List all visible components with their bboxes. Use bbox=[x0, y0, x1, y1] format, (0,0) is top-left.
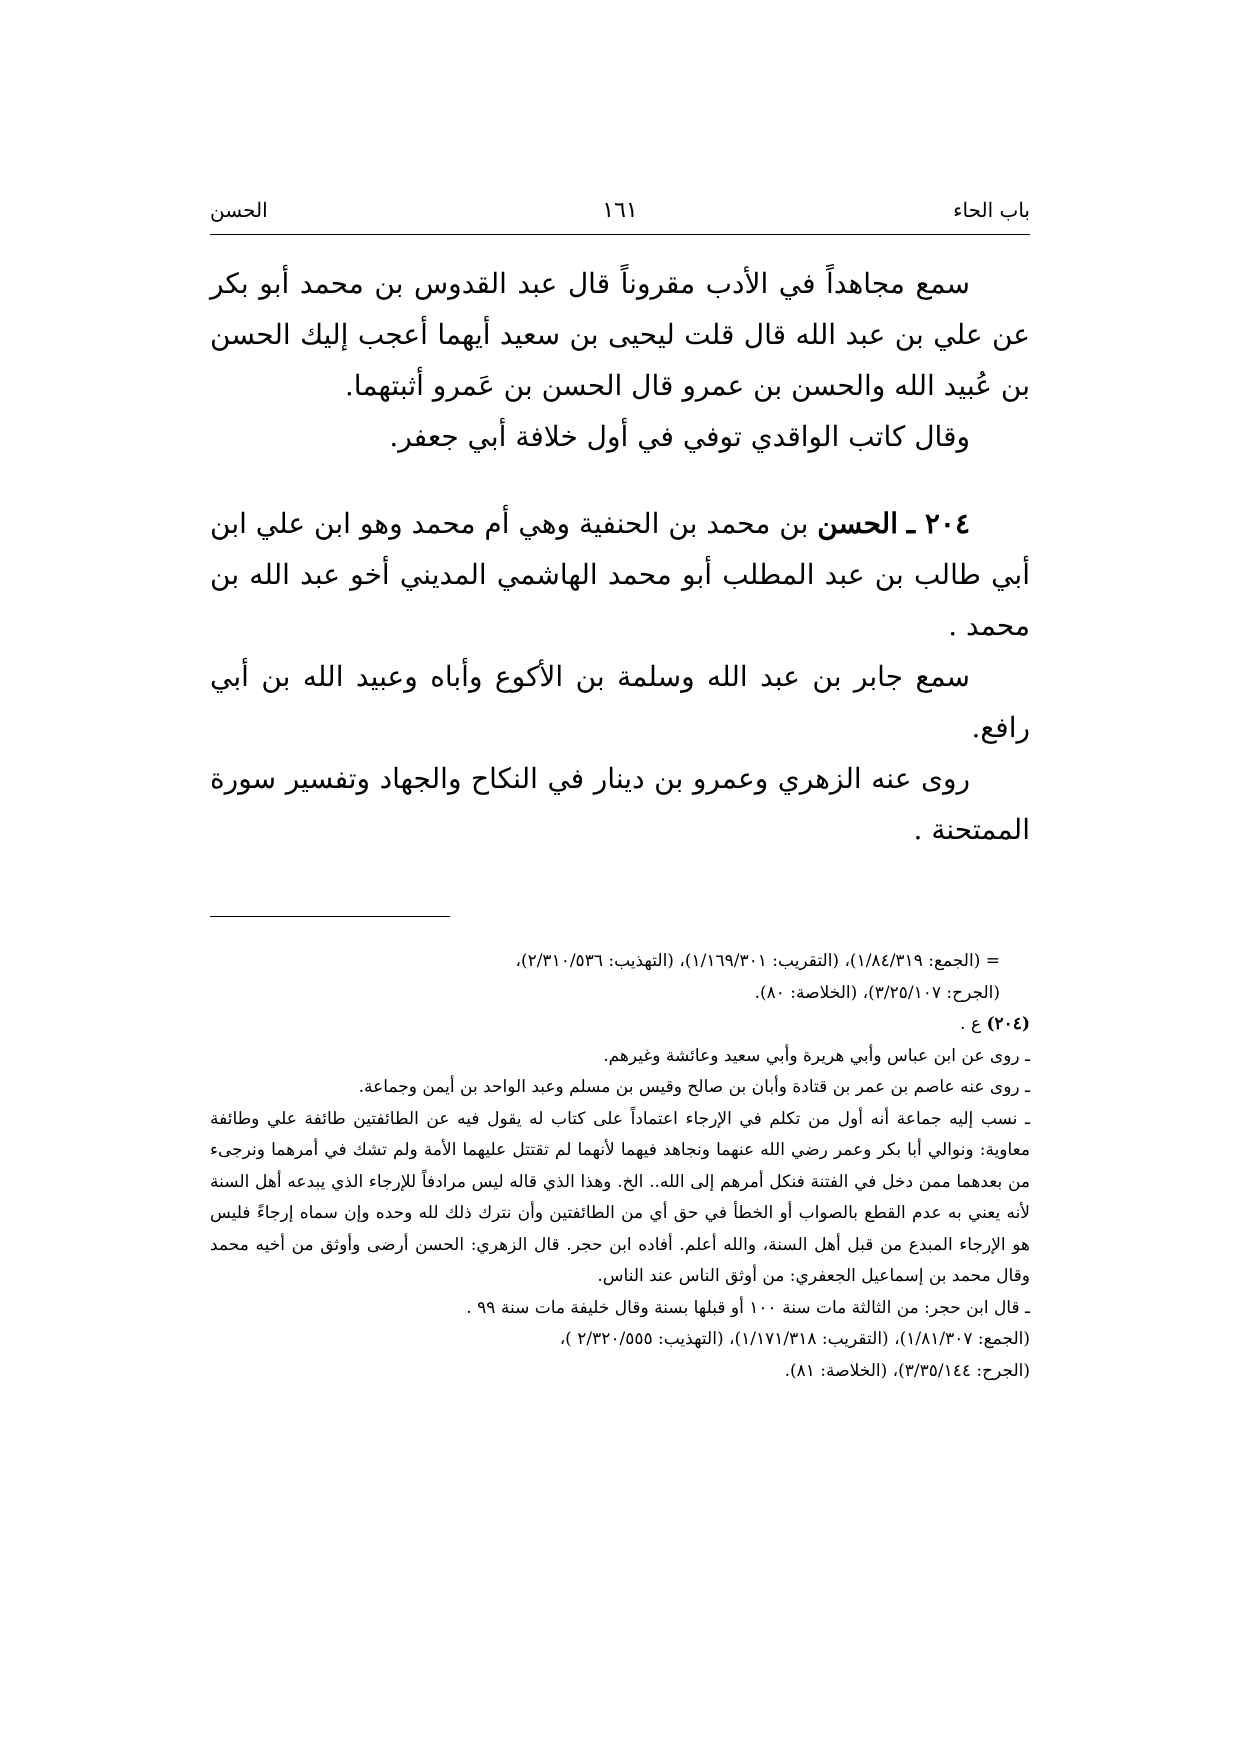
chapter-title: باب الحاء bbox=[953, 198, 1030, 222]
footnote-continuation: = (الجمع: ١/٨٤/٣١٩)، (التقريب: ١/١٦٩/٣٠١)، (التهذيب: ٢/٣١٠/٥٣٦)، bbox=[515, 951, 1000, 971]
footnote-line: ـ قال ابن حجر: من الثالثة مات سنة ١٠٠ أو قبلها بسنة وقال خليفة مات سنة ٩٩ . bbox=[466, 1297, 1030, 1318]
book-page bbox=[210, 170, 1030, 1710]
footnote-reference: (الجرح: ٣/٣٥/١٤٤)، (الخلاصة: ٨١). bbox=[784, 1360, 1030, 1381]
entry-name: الحسن bbox=[817, 507, 898, 540]
entry-heading-paragraph bbox=[210, 498, 1030, 651]
footnote-continuation: (الجرح: ٣/٢٥/١٠٧)، (الخلاصة: ٨٠). bbox=[754, 982, 1000, 1003]
footnote-marker-line bbox=[210, 1009, 1030, 1041]
footnote-symbol: ع . bbox=[960, 1014, 982, 1034]
running-header bbox=[210, 198, 1030, 235]
entry-header: الحسن bbox=[210, 198, 268, 222]
footnote-line: ـ نسب إليه جماعة أنه أول من تكلم في الإرجاء اعتماداً على كتاب له يقول فيه عن الطائفتين طائفة علي وطائفة معاوية: ونوالي أبا بكر وعمر رضي الله عنهما ونجاهد فيهما لأنهما لم تقتتل عليهما الأمة ولم تشك في أمرهما ونرجىء من بعدهما ممن دخل في الفتنة فنكل أمرهم إلى الله.. الخ. وهذا الذي قاله ليس مرادفاً للإرجاء الذي يبدعه أهل السنة لأنه يعني به عدم القطع بالصواب أو الخطأ في حق أي من الطائفتين وأن نترك ذلك لله وحده وإن سماه إرجاءً فليس هو الإرجاء المبدع من قبل أهل السنة، والله أعلم. أفاده ابن حجر. قال الزهري: الحسن أرضى وأوثق من أخيه محمد وقال محمد بن إسماعيل الجعفري: من أوثق الناس عند الناس. bbox=[210, 1108, 1030, 1286]
footnote-reference: (الجمع: ١/٨١/٣٠٧)، (التقريب: ١/١٧١/٣١٨)، (التهذيب: ٢/٣٢٠/٥٥٥ )، bbox=[559, 1329, 1030, 1349]
entry-lineage: بن محمد بن الحنفية وهي أم محمد وهو ابن علي ابن أبي طالب بن عبد المطلب أبو محمد الهاشمي المديني أخو عبد الله بن محمد . bbox=[210, 507, 1030, 642]
footnote-label: (٢٠٤) bbox=[986, 1014, 1030, 1034]
entry-number: ٢٠٤ ـ bbox=[906, 507, 971, 540]
paragraph: سمع مجاهداً في الأدب مقروناً قال عبد القدوس بن محمد أبو بكر عن علي بن عبد الله قال قلت ليحيى بن سعيد أيهما أعجب إليك الحسن بن عُبيد الله والحسن بن عمرو قال الحسن بن عَمرو أثبتهما. bbox=[210, 267, 1030, 402]
footnotes bbox=[210, 946, 1030, 1387]
footnote-line: ـ روى عنه عاصم بن عمر بن قتادة وأبان بن صالح وقيس بن مسلم وعبد الواحد بن أيمن وجماعة. bbox=[358, 1077, 1030, 1097]
paragraph: سمع جابر بن عبد الله وسلمة بن الأكوع وأباه وعبيد الله بن أبي رافع. bbox=[210, 660, 1030, 744]
footnote-line: ـ روى عن ابن عباس وأبي هريرة وأبي سعيد وعائشة وغيرهم. bbox=[603, 1045, 1030, 1066]
footnote-rule bbox=[210, 916, 450, 917]
paragraph: وقال كاتب الواقدي توفي في أول خلافة أبي جعفر. bbox=[389, 420, 970, 453]
paragraph: روى عنه الزهري وعمرو بن دينار في النكاح والجهاد وتفسير سورة الممتحنة . bbox=[210, 762, 1030, 846]
page-number: ١٦١ bbox=[602, 198, 638, 223]
main-text bbox=[210, 258, 1030, 855]
